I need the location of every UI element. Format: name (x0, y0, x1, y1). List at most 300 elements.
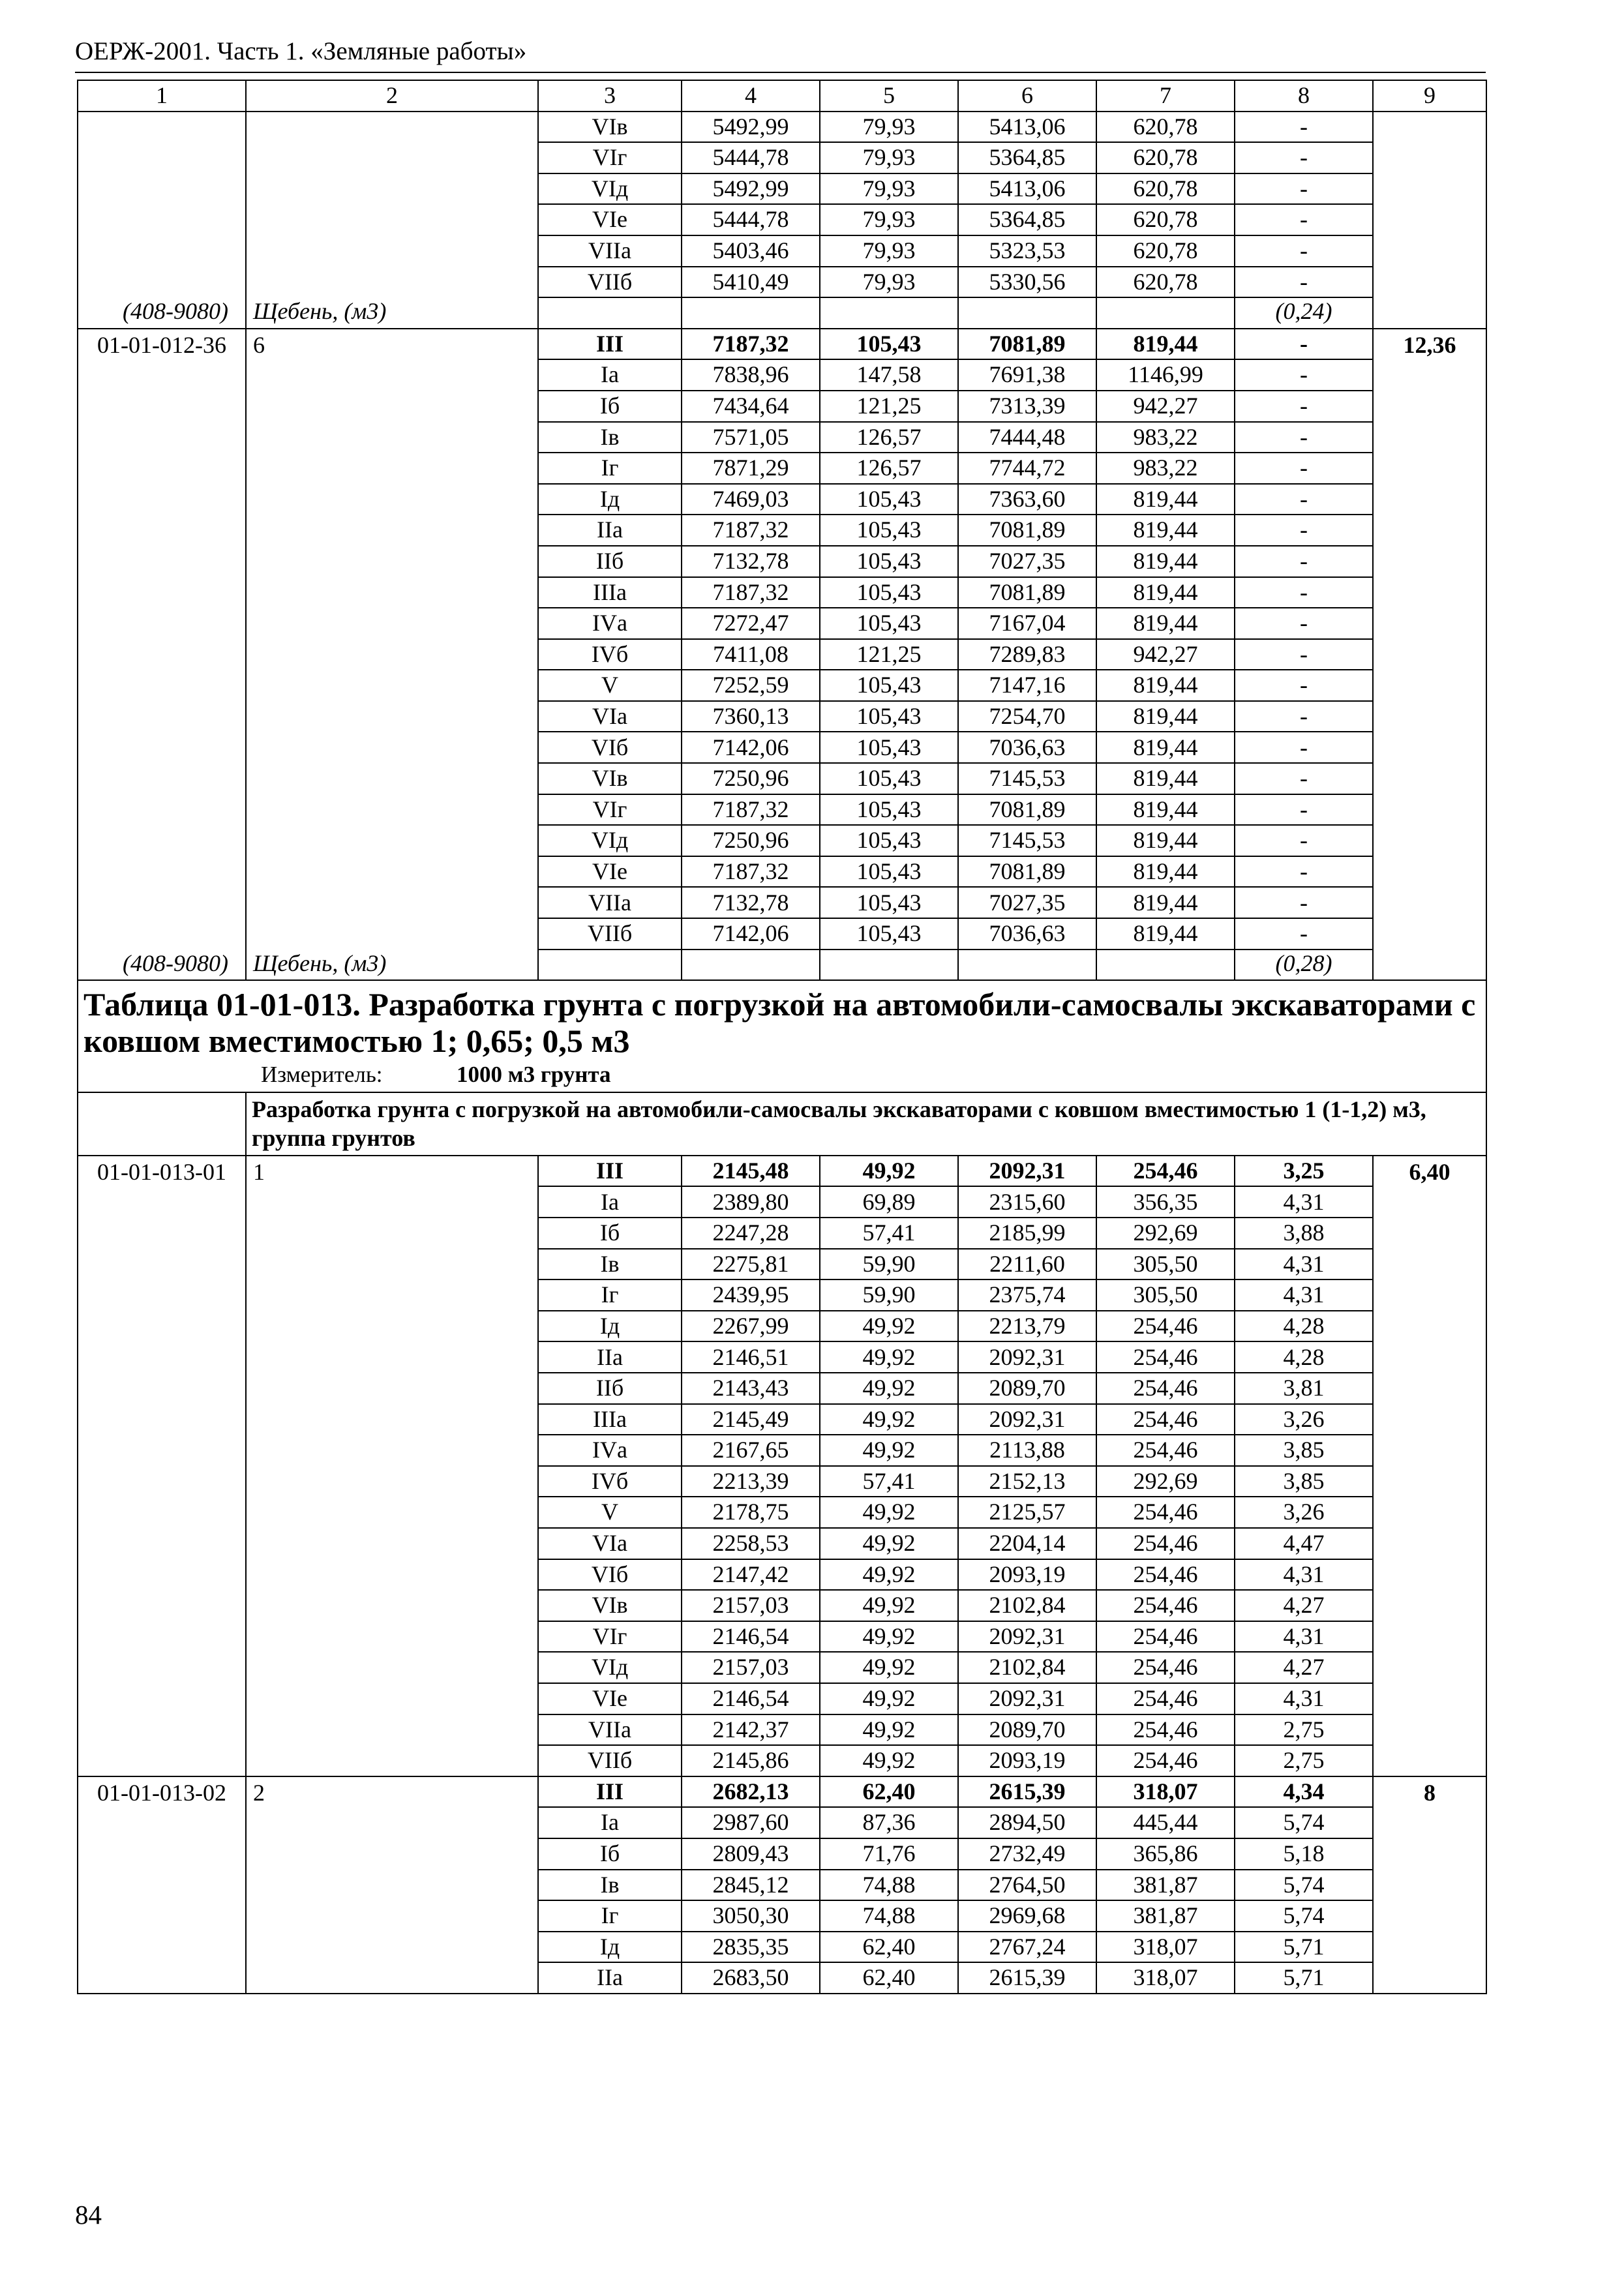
material-name: Щебень, (м3) (253, 950, 387, 976)
value-cell: 819,44 (1096, 918, 1235, 950)
rate-code: 01-01-012-36 (408-9080) (78, 329, 246, 980)
value-cell: 292,69 (1096, 1466, 1235, 1497)
value-cell: 2089,70 (958, 1714, 1096, 1746)
value-cell: 7360,13 (682, 701, 820, 732)
soil-class: VIв (538, 763, 682, 794)
value-cell: 2102,84 (958, 1590, 1096, 1621)
value-cell: 5364,85 (958, 142, 1096, 173)
value-cell: 5364,85 (958, 204, 1096, 235)
value-cell: 2682,13 (682, 1776, 820, 1808)
value-cell: 2143,43 (682, 1373, 820, 1404)
column-number: 4 (682, 80, 820, 112)
empty-cell (958, 297, 1096, 329)
value-cell: 62,40 (820, 1776, 958, 1808)
value-cell: 49,92 (820, 1559, 958, 1591)
material-value: (0,24) (1235, 297, 1373, 329)
value-cell: 5403,46 (682, 235, 820, 267)
value-cell: 2185,99 (958, 1218, 1096, 1249)
value-cell: 4,31 (1235, 1559, 1373, 1591)
value-cell: 2258,53 (682, 1528, 820, 1559)
value-cell: 79,93 (820, 235, 958, 267)
value-cell: 7187,32 (682, 515, 820, 546)
material-name: Щебень, (м3) (253, 298, 387, 325)
value-cell: 2113,88 (958, 1435, 1096, 1466)
value-cell: 292,69 (1096, 1218, 1235, 1249)
column-number: 6 (958, 80, 1096, 112)
value-cell: 49,92 (820, 1435, 958, 1466)
soil-class: V (538, 670, 682, 701)
value-cell: 105,43 (820, 887, 958, 918)
value-cell: 7142,06 (682, 732, 820, 763)
column-number: 2 (246, 80, 538, 112)
value-cell: 254,46 (1096, 1156, 1235, 1187)
value-cell: - (1235, 142, 1373, 173)
value-cell: 7081,89 (958, 794, 1096, 826)
rate-number: 1 (246, 1156, 538, 1776)
value-cell: 59,90 (820, 1279, 958, 1311)
value-cell: 7132,78 (682, 546, 820, 577)
value-cell: 2204,14 (958, 1528, 1096, 1559)
value-cell: 4,31 (1235, 1186, 1373, 1218)
value-cell: 7434,64 (682, 391, 820, 422)
value-cell: 2835,35 (682, 1932, 820, 1963)
value-cell: - (1235, 235, 1373, 267)
value-cell: 4,47 (1235, 1528, 1373, 1559)
value-cell: - (1235, 639, 1373, 670)
value-cell: 2987,60 (682, 1807, 820, 1838)
value-cell: 2969,68 (958, 1900, 1096, 1932)
material-value: (0,28) (1235, 950, 1373, 981)
empty-cell (820, 297, 958, 329)
value-cell: 74,88 (820, 1870, 958, 1901)
value-cell: 7838,96 (682, 359, 820, 391)
soil-class: Iа (538, 1186, 682, 1218)
value-cell: 57,41 (820, 1466, 958, 1497)
value-cell: 2089,70 (958, 1373, 1096, 1404)
value-cell: 819,44 (1096, 515, 1235, 546)
value-cell: 7411,08 (682, 639, 820, 670)
value-cell: 7252,59 (682, 670, 820, 701)
value-cell: 2102,84 (958, 1652, 1096, 1683)
value-cell: 105,43 (820, 608, 958, 639)
value-cell: 2732,49 (958, 1838, 1096, 1870)
value-cell: - (1235, 112, 1373, 143)
value-cell: 7036,63 (958, 732, 1096, 763)
value-cell: 105,43 (820, 856, 958, 888)
value-cell: 121,25 (820, 639, 958, 670)
value-cell: 2767,24 (958, 1932, 1096, 1963)
empty-label-cell (246, 112, 538, 329)
value-cell: - (1235, 173, 1373, 205)
value-cell: 7871,29 (682, 453, 820, 484)
value-cell: - (1235, 391, 1373, 422)
empty-cell (538, 950, 682, 981)
value-cell: 942,27 (1096, 391, 1235, 422)
value-cell: 7250,96 (682, 763, 820, 794)
page-number: 84 (75, 2200, 102, 2230)
soil-class: IIб (538, 1373, 682, 1404)
value-cell: 819,44 (1096, 577, 1235, 608)
table-title-cell (78, 980, 1486, 1092)
value-cell: 105,43 (820, 577, 958, 608)
value-cell: 105,43 (820, 515, 958, 546)
value-cell: 356,35 (1096, 1186, 1235, 1218)
soil-class: VIд (538, 173, 682, 205)
value-cell: 819,44 (1096, 825, 1235, 856)
value-cell: 7132,78 (682, 887, 820, 918)
value-cell: - (1235, 608, 1373, 639)
value-cell: - (1235, 918, 1373, 950)
soil-class: III (538, 1156, 682, 1187)
soil-class: Iб (538, 391, 682, 422)
value-cell: 49,92 (820, 1497, 958, 1528)
value-cell: 49,92 (820, 1404, 958, 1435)
value-cell: 819,44 (1096, 763, 1235, 794)
unit-value: 1000 м3 грунта (457, 1062, 611, 1088)
soil-class: V (538, 1497, 682, 1528)
value-cell: 7289,83 (958, 639, 1096, 670)
value-cell: 2178,75 (682, 1497, 820, 1528)
value-cell: - (1235, 484, 1373, 515)
value-cell: 2145,48 (682, 1156, 820, 1187)
value-cell: 5492,99 (682, 112, 820, 143)
unit-label: Измеритель: (261, 1062, 383, 1088)
value-cell: 5330,56 (958, 267, 1096, 298)
soil-class: VIг (538, 142, 682, 173)
value-cell: 254,46 (1096, 1652, 1235, 1683)
value-cell: 4,34 (1235, 1776, 1373, 1808)
value-cell: 4,28 (1235, 1341, 1373, 1373)
value-cell: 254,46 (1096, 1714, 1235, 1746)
soil-class: IVб (538, 1466, 682, 1497)
value-cell: 254,46 (1096, 1559, 1235, 1591)
soil-class: III (538, 1776, 682, 1808)
value-cell: 4,27 (1235, 1590, 1373, 1621)
value-cell: 2142,37 (682, 1714, 820, 1746)
value-cell: 2439,95 (682, 1279, 820, 1311)
column-number: 7 (1096, 80, 1235, 112)
value-cell: - (1235, 887, 1373, 918)
soil-class: III (538, 329, 682, 360)
value-cell: 7187,32 (682, 577, 820, 608)
value-cell: 7036,63 (958, 918, 1096, 950)
soil-class: VIг (538, 1621, 682, 1653)
value-cell: 105,43 (820, 546, 958, 577)
table-row (78, 1776, 1486, 1808)
material-code: (408-9080) (123, 298, 228, 325)
value-cell: 4,28 (1235, 1311, 1373, 1342)
value-cell: 7250,96 (682, 825, 820, 856)
value-cell: 121,25 (820, 391, 958, 422)
value-cell: 254,46 (1096, 1341, 1235, 1373)
value-cell: 7081,89 (958, 329, 1096, 360)
value-cell: 2213,79 (958, 1311, 1096, 1342)
value-cell: 79,93 (820, 112, 958, 143)
soil-class: Iг (538, 1279, 682, 1311)
soil-class: IIIа (538, 577, 682, 608)
value-cell: - (1235, 763, 1373, 794)
value-cell: 105,43 (820, 670, 958, 701)
value-cell: 2683,50 (682, 1962, 820, 1994)
value-cell: 7081,89 (958, 515, 1096, 546)
value-cell: 4,27 (1235, 1652, 1373, 1683)
value-cell: 620,78 (1096, 112, 1235, 143)
value-cell: 445,44 (1096, 1807, 1235, 1838)
soil-class: VIIб (538, 918, 682, 950)
value-cell: 4,31 (1235, 1683, 1373, 1714)
value-cell: 2375,74 (958, 1279, 1096, 1311)
value-cell: 819,44 (1096, 484, 1235, 515)
value-cell: 5413,06 (958, 173, 1096, 205)
value-cell: 2267,99 (682, 1311, 820, 1342)
value-cell: 105,43 (820, 825, 958, 856)
rate-total: 12,36 (1373, 329, 1486, 980)
value-cell: 74,88 (820, 1900, 958, 1932)
empty-cell (820, 950, 958, 981)
value-cell: 254,46 (1096, 1528, 1235, 1559)
value-cell: 7444,48 (958, 422, 1096, 453)
value-cell: 318,07 (1096, 1776, 1235, 1808)
value-cell: 620,78 (1096, 204, 1235, 235)
value-cell: 254,46 (1096, 1621, 1235, 1653)
value-cell: 7145,53 (958, 763, 1096, 794)
table-title: Таблица 01-01-013. Разработка грунта с погрузкой на автомобили-самосвалы экскаваторами с ковшом вместимостью 1; 0,65; 0,5 м3 (83, 986, 1476, 1060)
soil-class: Iа (538, 1807, 682, 1838)
column-number: 5 (820, 80, 958, 112)
value-cell: 2093,19 (958, 1745, 1096, 1776)
value-cell: 79,93 (820, 142, 958, 173)
value-cell: 305,50 (1096, 1279, 1235, 1311)
value-cell: 819,44 (1096, 546, 1235, 577)
soil-class: VIе (538, 856, 682, 888)
value-cell: 7187,32 (682, 794, 820, 826)
value-cell: 2157,03 (682, 1652, 820, 1683)
value-cell: 7313,39 (958, 391, 1096, 422)
value-cell: 2764,50 (958, 1870, 1096, 1901)
value-cell: 2093,19 (958, 1559, 1096, 1591)
value-cell: 62,40 (820, 1962, 958, 1994)
value-cell: 49,92 (820, 1621, 958, 1653)
soil-class: Iд (538, 1311, 682, 1342)
value-cell: 5444,78 (682, 142, 820, 173)
value-cell: 254,46 (1096, 1435, 1235, 1466)
table-row (78, 329, 1486, 360)
empty-cell (682, 297, 820, 329)
empty-cell (538, 297, 682, 329)
empty-cell (682, 950, 820, 981)
header-rule (75, 72, 1486, 73)
value-cell: 305,50 (1096, 1249, 1235, 1280)
value-cell: 79,93 (820, 204, 958, 235)
value-cell: 49,92 (820, 1341, 958, 1373)
value-cell: 105,43 (820, 794, 958, 826)
value-cell: 7081,89 (958, 856, 1096, 888)
value-cell: 620,78 (1096, 235, 1235, 267)
value-cell: 2615,39 (958, 1962, 1096, 1994)
soil-class: IVб (538, 639, 682, 670)
empty-cell (1096, 950, 1235, 981)
value-cell: 2092,31 (958, 1341, 1096, 1373)
value-cell: - (1235, 267, 1373, 298)
soil-class: IIа (538, 515, 682, 546)
value-cell: 2213,39 (682, 1466, 820, 1497)
rate-code: 01-01-013-02 (78, 1776, 246, 1994)
soil-class: VIIб (538, 267, 682, 298)
soil-class: Iд (538, 484, 682, 515)
soil-class: Iд (538, 1932, 682, 1963)
value-cell: 105,43 (820, 732, 958, 763)
value-cell: 365,86 (1096, 1838, 1235, 1870)
value-cell: - (1235, 701, 1373, 732)
value-cell: - (1235, 856, 1373, 888)
value-cell: 59,90 (820, 1249, 958, 1280)
value-cell: 3,85 (1235, 1435, 1373, 1466)
value-cell: 5492,99 (682, 173, 820, 205)
value-cell: 819,44 (1096, 794, 1235, 826)
soil-class: VIб (538, 1559, 682, 1591)
value-cell: 5,74 (1235, 1807, 1373, 1838)
value-cell: 5,71 (1235, 1962, 1373, 1994)
value-cell: 7027,35 (958, 887, 1096, 918)
value-cell: 5,18 (1235, 1838, 1373, 1870)
rate-total: 8 (1373, 1776, 1486, 1994)
rate-number: 2 (246, 1776, 538, 1994)
value-cell: 2145,86 (682, 1745, 820, 1776)
page-header-title: ОЕРЖ-2001. Часть 1. «Земляные работы» (75, 37, 527, 65)
soil-class: IIа (538, 1962, 682, 1994)
value-cell: 49,92 (820, 1373, 958, 1404)
value-cell: - (1235, 577, 1373, 608)
value-cell: 819,44 (1096, 608, 1235, 639)
value-cell: 3,88 (1235, 1218, 1373, 1249)
value-cell: 2146,54 (682, 1683, 820, 1714)
value-cell: 3050,30 (682, 1900, 820, 1932)
value-cell: 2092,31 (958, 1683, 1096, 1714)
value-cell: 7187,32 (682, 329, 820, 360)
value-cell: 2092,31 (958, 1621, 1096, 1653)
soil-class: Iб (538, 1838, 682, 1870)
value-cell: 49,92 (820, 1745, 958, 1776)
column-number: 9 (1373, 80, 1486, 112)
value-cell: 254,46 (1096, 1497, 1235, 1528)
value-cell: 2809,43 (682, 1838, 820, 1870)
value-cell: 79,93 (820, 173, 958, 205)
value-cell: 819,44 (1096, 701, 1235, 732)
value-cell: - (1235, 670, 1373, 701)
value-cell: 105,43 (820, 484, 958, 515)
table-row (78, 112, 1486, 143)
value-cell: 4,31 (1235, 1279, 1373, 1311)
value-cell: 105,43 (820, 763, 958, 794)
soil-class: IIIа (538, 1404, 682, 1435)
value-cell: 49,92 (820, 1311, 958, 1342)
value-cell: 87,36 (820, 1807, 958, 1838)
value-cell: 7187,32 (682, 856, 820, 888)
value-cell: 7469,03 (682, 484, 820, 515)
soil-class: Iа (538, 359, 682, 391)
soil-class: VIе (538, 1683, 682, 1714)
soil-class: VIе (538, 204, 682, 235)
value-cell: 7167,04 (958, 608, 1096, 639)
value-cell: 2145,49 (682, 1404, 820, 1435)
value-cell: 5410,49 (682, 267, 820, 298)
value-cell: 3,85 (1235, 1466, 1373, 1497)
soil-class: IIб (538, 546, 682, 577)
value-cell: 2845,12 (682, 1870, 820, 1901)
soil-class: Iв (538, 1870, 682, 1901)
column-number: 8 (1235, 80, 1373, 112)
value-cell: 983,22 (1096, 453, 1235, 484)
value-cell: 49,92 (820, 1652, 958, 1683)
soil-class: IIа (538, 1341, 682, 1373)
value-cell: 5,71 (1235, 1932, 1373, 1963)
value-cell: - (1235, 453, 1373, 484)
value-cell: 2146,51 (682, 1341, 820, 1373)
value-cell: 2146,54 (682, 1621, 820, 1653)
column-number: 1 (78, 80, 246, 112)
soil-class: VIб (538, 732, 682, 763)
soil-class: Iв (538, 422, 682, 453)
value-cell: - (1235, 359, 1373, 391)
value-cell: 7254,70 (958, 701, 1096, 732)
value-cell: 3,26 (1235, 1404, 1373, 1435)
value-cell: 49,92 (820, 1683, 958, 1714)
value-cell: 819,44 (1096, 856, 1235, 888)
value-cell: 3,25 (1235, 1156, 1373, 1187)
value-cell: 2247,28 (682, 1218, 820, 1249)
empty-cell (1096, 297, 1235, 329)
value-cell: 254,46 (1096, 1590, 1235, 1621)
empty-cell (958, 950, 1096, 981)
value-cell: - (1235, 732, 1373, 763)
value-cell: 105,43 (820, 701, 958, 732)
value-cell: - (1235, 204, 1373, 235)
value-cell: - (1235, 422, 1373, 453)
value-cell: 819,44 (1096, 887, 1235, 918)
table-title-row (78, 980, 1486, 1092)
value-cell: 105,43 (820, 329, 958, 360)
soil-class: Iв (538, 1249, 682, 1280)
value-cell: 381,87 (1096, 1870, 1235, 1901)
value-cell: 3,81 (1235, 1373, 1373, 1404)
column-number: 3 (538, 80, 682, 112)
soil-class: VIд (538, 1652, 682, 1683)
table-subtitle: Разработка грунта с погрузкой на автомобили-самосвалы экскаваторами с ковшом вместимостью 1 (1-1,2) м3, группа грунтов (246, 1092, 1486, 1155)
value-cell: 620,78 (1096, 142, 1235, 173)
value-cell: 2092,31 (958, 1404, 1096, 1435)
value-cell: 2,75 (1235, 1745, 1373, 1776)
value-cell: 819,44 (1096, 732, 1235, 763)
value-cell: 5,74 (1235, 1870, 1373, 1901)
value-cell: 57,41 (820, 1218, 958, 1249)
empty-code-cell (78, 112, 246, 329)
value-cell: 620,78 (1096, 173, 1235, 205)
value-cell: 7145,53 (958, 825, 1096, 856)
value-cell: 2211,60 (958, 1249, 1096, 1280)
soil-class: IVа (538, 608, 682, 639)
value-cell: 2315,60 (958, 1186, 1096, 1218)
value-cell: 126,57 (820, 422, 958, 453)
value-cell: 49,92 (820, 1156, 958, 1187)
value-cell: 254,46 (1096, 1373, 1235, 1404)
value-cell: 381,87 (1096, 1900, 1235, 1932)
empty-total-cell (1373, 112, 1486, 329)
rate-number: 6 Щебень, (м3) (246, 329, 538, 980)
value-cell: 254,46 (1096, 1745, 1235, 1776)
value-cell: 819,44 (1096, 329, 1235, 360)
value-cell: 819,44 (1096, 670, 1235, 701)
soil-class: Iг (538, 1900, 682, 1932)
